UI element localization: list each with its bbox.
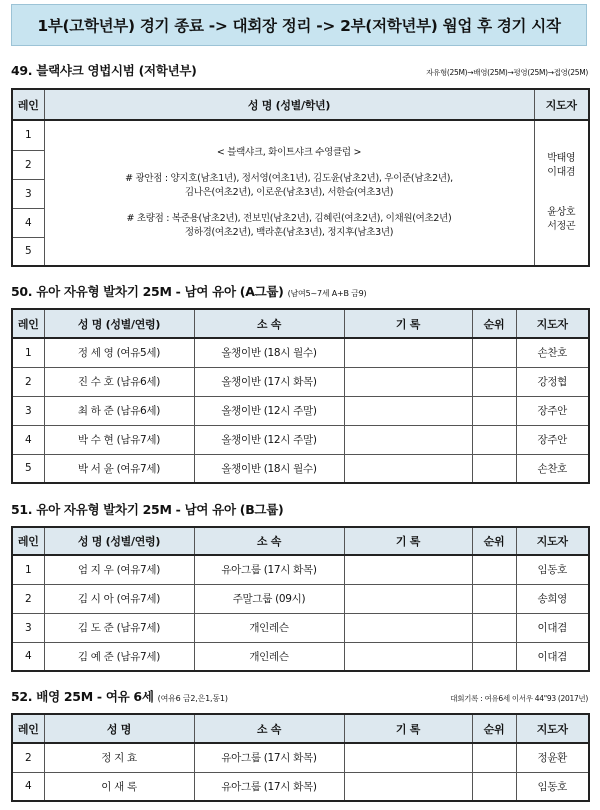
name-cell: 김 도 준 (남유7세) bbox=[44, 613, 194, 642]
col-coach: 지도자 bbox=[534, 89, 589, 120]
lane-cell: 2 bbox=[12, 743, 44, 772]
rank-cell bbox=[472, 555, 516, 584]
club-cell: 유아그룹 (17시 화목) bbox=[194, 555, 344, 584]
club-cell: 올챙이반 (18시 월수) bbox=[194, 338, 344, 367]
table-row bbox=[12, 772, 589, 801]
group-line: # 초량점 : 복준용(남초2년), 전보민(남초2년), 김혜린(여초2년), 이채원(여초2년) bbox=[126, 213, 452, 224]
col-record: 기 록 bbox=[344, 714, 472, 743]
rank-cell bbox=[472, 367, 516, 396]
group-gwangan bbox=[45, 172, 534, 200]
record-cell bbox=[344, 584, 472, 613]
col-club: 소 속 bbox=[194, 309, 344, 338]
coach-name: 윤상호 bbox=[547, 207, 576, 218]
section-51-table bbox=[11, 526, 590, 672]
section-50-title-text: 50. 유아 자유형 발차기 25M - 남여 유아 (A그룹) bbox=[11, 284, 284, 299]
name-cell: 엄 지 우 (여유7세) bbox=[44, 555, 194, 584]
club-cell: 올챙이반 (18시 월수) bbox=[194, 454, 344, 483]
lane-cell: 3 bbox=[12, 613, 44, 642]
lane-cell: 2 bbox=[12, 584, 44, 613]
club-cell: 올챙이반 (17시 화목) bbox=[194, 367, 344, 396]
col-rank: 순위 bbox=[472, 714, 516, 743]
section-52-table bbox=[11, 713, 590, 802]
section-49-table bbox=[11, 88, 590, 267]
name-cell: 김 예 준 (남유7세) bbox=[44, 642, 194, 671]
record-cell bbox=[344, 454, 472, 483]
record-cell bbox=[344, 425, 472, 454]
section-49-header bbox=[11, 62, 588, 80]
section-52-title bbox=[11, 687, 228, 705]
session-banner: 1부(고학년부) 경기 종료 -> 대회장 정리 -> 2부(저학년부) 웜업 후 경기 시작 bbox=[11, 4, 587, 46]
name-cell: 정 세 영 (여유5세) bbox=[44, 338, 194, 367]
coach-group bbox=[535, 206, 589, 234]
name-cell: 정 지 효 bbox=[44, 743, 194, 772]
section-49-title: 49. 블랙샤크 영법시범 (저학년부) bbox=[11, 63, 197, 78]
name-cell: 박 서 윤 (여유7세) bbox=[44, 454, 194, 483]
section-52-note: (여유6 금2,은1,동1) bbox=[157, 694, 228, 703]
lane-cell: 3 bbox=[12, 396, 44, 425]
coach-cell: 손찬호 bbox=[516, 338, 589, 367]
club-cell: 올챙이반 (12시 주말) bbox=[194, 396, 344, 425]
section-50-table bbox=[11, 308, 590, 484]
club-cell: 개인레슨 bbox=[194, 613, 344, 642]
lane-cell: 2 bbox=[12, 367, 44, 396]
col-name: 성 명 (성별/연령) bbox=[44, 527, 194, 555]
name-cell: 최 하 준 (남유6세) bbox=[44, 396, 194, 425]
rank-cell bbox=[472, 743, 516, 772]
group-line: 정하경(여초2년), 백라훈(남초3년), 정지후(남초3년) bbox=[184, 227, 394, 238]
record-cell bbox=[344, 772, 472, 801]
rank-cell bbox=[472, 425, 516, 454]
demo-coaches bbox=[534, 120, 589, 266]
record-cell bbox=[344, 555, 472, 584]
col-lane: 레인 bbox=[12, 714, 44, 743]
table-row bbox=[12, 454, 589, 483]
col-name: 성 명 (성별/학년) bbox=[44, 89, 534, 120]
section-52-header bbox=[11, 688, 588, 706]
rank-cell bbox=[472, 584, 516, 613]
col-lane: 레인 bbox=[12, 309, 44, 338]
coach-cell: 이대겸 bbox=[516, 613, 589, 642]
club-cell: 유아그룹 (17시 화목) bbox=[194, 743, 344, 772]
coach-name: 박태영 bbox=[547, 153, 576, 164]
col-rank: 순위 bbox=[472, 309, 516, 338]
coach-group bbox=[535, 152, 589, 180]
rank-cell bbox=[472, 642, 516, 671]
record-cell bbox=[344, 743, 472, 772]
record-cell bbox=[344, 338, 472, 367]
col-rank: 순위 bbox=[472, 527, 516, 555]
club-cell: 개인레슨 bbox=[194, 642, 344, 671]
table-row bbox=[12, 642, 589, 671]
lane-cell: 1 bbox=[12, 120, 44, 150]
rank-cell bbox=[472, 396, 516, 425]
col-record: 기 록 bbox=[344, 309, 472, 338]
rank-cell bbox=[472, 338, 516, 367]
table-row bbox=[12, 555, 589, 584]
section-50-header bbox=[11, 283, 588, 301]
record-cell bbox=[344, 642, 472, 671]
lane-cell: 3 bbox=[12, 179, 44, 208]
section-51-header bbox=[11, 501, 588, 519]
table-row bbox=[12, 584, 589, 613]
coach-cell: 손찬호 bbox=[516, 454, 589, 483]
rank-cell bbox=[472, 454, 516, 483]
section-49-stroke-order: 자유형(25M)→배영(25M)→평영(25M)→접영(25M) bbox=[426, 68, 588, 77]
name-cell: 김 시 아 (여유7세) bbox=[44, 584, 194, 613]
coach-cell: 이대겸 bbox=[516, 642, 589, 671]
col-lane: 레인 bbox=[12, 527, 44, 555]
col-coach: 지도자 bbox=[516, 527, 589, 555]
coach-cell: 임동호 bbox=[516, 555, 589, 584]
lane-cell: 1 bbox=[12, 338, 44, 367]
col-club: 소 속 bbox=[194, 714, 344, 743]
record-cell bbox=[344, 367, 472, 396]
lane-cell: 4 bbox=[12, 772, 44, 801]
group-line: # 광안점 : 양지호(남초1년), 정서영(여초1년), 김도윤(남초2년), 우이준(남초2년), bbox=[125, 173, 453, 184]
name-cell: 진 수 호 (남유6세) bbox=[44, 367, 194, 396]
record-cell bbox=[344, 613, 472, 642]
lane-cell: 4 bbox=[12, 425, 44, 454]
record-cell bbox=[344, 396, 472, 425]
rank-cell bbox=[472, 772, 516, 801]
club-cell: 주말그룹 (09시) bbox=[194, 584, 344, 613]
table-row bbox=[12, 338, 589, 367]
lane-cell: 1 bbox=[12, 555, 44, 584]
coach-name: 이대겸 bbox=[547, 167, 576, 178]
club-name: < 블랙샤크, 화이트샤크 수영클럽 > bbox=[216, 147, 362, 158]
name-cell: 박 수 현 (남유7세) bbox=[44, 425, 194, 454]
table-row bbox=[12, 425, 589, 454]
table-row bbox=[12, 367, 589, 396]
coach-cell: 장주안 bbox=[516, 396, 589, 425]
coach-cell: 장주안 bbox=[516, 425, 589, 454]
section-51-title: 51. 유아 자유형 발차기 25M - 남여 유아 (B그룹) bbox=[11, 502, 284, 517]
group-choryang bbox=[45, 212, 534, 240]
coach-cell: 강정협 bbox=[516, 367, 589, 396]
table-row bbox=[12, 613, 589, 642]
col-lane: 레인 bbox=[12, 89, 44, 120]
coach-cell: 정윤환 bbox=[516, 743, 589, 772]
col-club: 소 속 bbox=[194, 527, 344, 555]
col-coach: 지도자 bbox=[516, 309, 589, 338]
coach-name: 서정곤 bbox=[547, 221, 576, 232]
section-50-note: (남여5~7세 A+B 금9) bbox=[287, 289, 367, 298]
col-name: 성 명 (성별/연령) bbox=[44, 309, 194, 338]
coach-cell: 임동호 bbox=[516, 772, 589, 801]
demo-participants bbox=[44, 120, 534, 266]
lane-cell: 5 bbox=[12, 454, 44, 483]
table-row bbox=[12, 396, 589, 425]
col-name: 성 명 bbox=[44, 714, 194, 743]
col-record: 기 록 bbox=[344, 527, 472, 555]
col-coach: 지도자 bbox=[516, 714, 589, 743]
section-52-title-text: 52. 배영 25M - 여유 6세 bbox=[11, 689, 154, 704]
coach-cell: 송희영 bbox=[516, 584, 589, 613]
name-cell: 이 새 록 bbox=[44, 772, 194, 801]
lane-cell: 5 bbox=[12, 237, 44, 266]
section-50-title bbox=[11, 282, 366, 300]
club-cell: 유아그룹 (17시 화목) bbox=[194, 772, 344, 801]
section-52-meet-record: 대회기록 : 여유6세 이서우 44"93 (2017년) bbox=[450, 694, 588, 703]
lane-cell: 2 bbox=[12, 150, 44, 179]
rank-cell bbox=[472, 613, 516, 642]
group-line: 김나은(여초2년), 이로운(남초3년), 서한슬(여초3년) bbox=[184, 187, 394, 198]
club-cell: 올챙이반 (12시 주말) bbox=[194, 425, 344, 454]
table-row bbox=[12, 743, 589, 772]
lane-cell: 4 bbox=[12, 642, 44, 671]
lane-cell: 4 bbox=[12, 208, 44, 237]
